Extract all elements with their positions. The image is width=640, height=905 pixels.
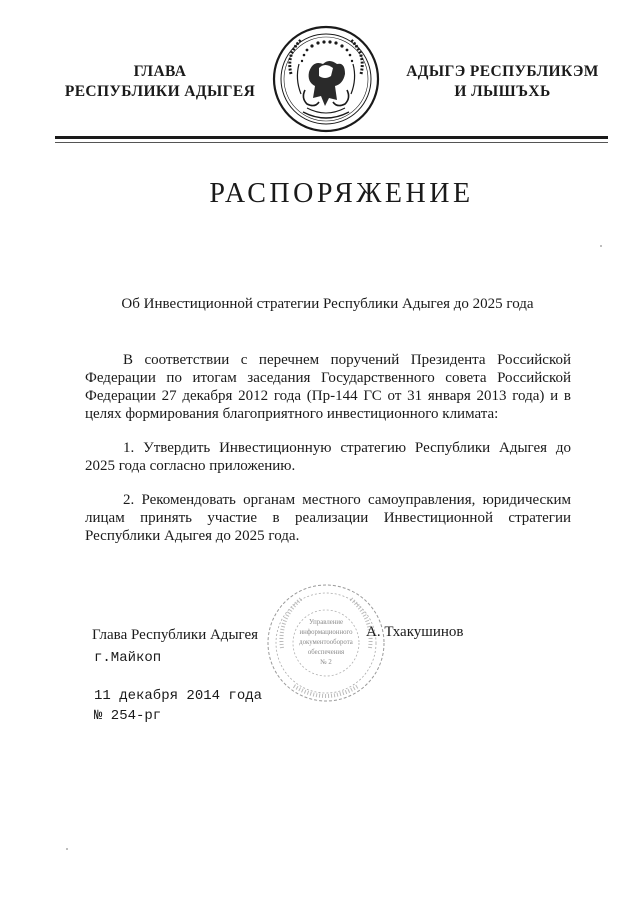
header-right-line2: И ЛЫШЪХЬ [454,83,551,100]
document-subject: Об Инвестиционной стратегии Республики Адыгея до 2025 года [121,296,534,312]
header-left-line2: РЕСПУБЛИКИ АДЫГЕЯ [64,83,256,100]
header-divider-thick [55,136,608,139]
header-left [40,62,280,102]
paragraph-preamble [85,351,571,423]
scan-speck [600,245,602,247]
official-stamp-icon [264,578,388,708]
header-right [385,62,620,102]
document-title: РАСПОРЯЖЕНИЕ [209,178,474,209]
paragraph-text: В соответствии с перечнем поручений Президента Российской Федерации по итогам заседания Государственного совета Российской Федерации 27 декабря 2012 года (Пр-144 ГС от 31 января 2013 года) и в целях формирования благоприятного инвестиционного климата: [85,352,571,422]
signer-position: Глава Республики Адыгея [92,627,259,643]
document-number: № 254-рг [94,708,162,724]
city: г.Майкоп [94,650,162,666]
paragraph-item-2 [85,491,571,545]
header-right-line1: АДЫГЭ РЕСПУБЛИКЭМ [406,63,599,80]
paragraph-text: 2. Рекомендовать органам местного самоуправления, юридическим лицам принять участие в реализации Инвестиционной стратегии Республики Адыгея до 2025 года. [85,492,571,544]
signer-name: А. Тхакушинов [366,624,464,640]
stamp-line: обеспечения [307,649,345,656]
stamp-line: № 2 [320,659,332,666]
stamp-line: Управление [308,619,344,626]
paragraph-text: 1. Утвердить Инвестиционную стратегию Республики Адыгея до 2025 года согласно приложению. [85,440,571,474]
stamp-line: информационного [299,629,353,636]
coat-of-arms-icon [271,24,381,134]
scan-speck [66,848,68,850]
stamp-line: документооборота [299,639,353,646]
header-left-line1: ГЛАВА [133,63,187,80]
document-date: 11 декабря 2014 года [94,688,263,704]
paragraph-item-1 [85,439,571,475]
header-divider-thin [55,142,608,143]
